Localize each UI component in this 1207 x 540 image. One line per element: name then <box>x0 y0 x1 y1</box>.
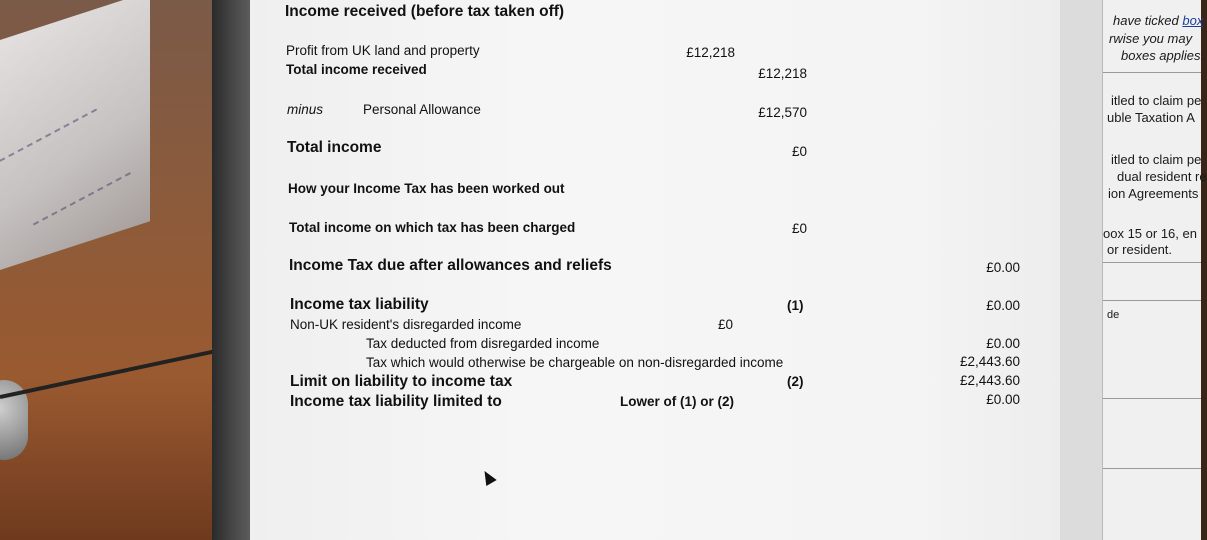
side-text: have ticked <box>1113 13 1183 28</box>
side-line-10: or resident. <box>1107 242 1173 257</box>
divider <box>1103 72 1201 73</box>
total-income-label: Total income <box>287 139 382 156</box>
liability-amount: £0.00 <box>986 298 1020 313</box>
tax-due-label: Income Tax due after allowances and reliefs <box>289 257 612 274</box>
limited-to-amount: £0.00 <box>986 392 1020 407</box>
limit-ref: (2) <box>787 374 804 389</box>
otherwise-chargeable-amount: £2,443.60 <box>959 354 1020 369</box>
disregarded-label: Non-UK resident's disregarded income <box>290 317 522 332</box>
limit-label: Limit on liability to income tax <box>290 373 513 390</box>
side-line-7: dual resident re <box>1117 169 1207 184</box>
total-received-amount: £12,218 <box>758 66 807 81</box>
side-line-3: boxes applies. <box>1121 48 1205 63</box>
limit-amount: £2,443.60 <box>959 373 1020 388</box>
tax-due-amount: £0.00 <box>986 260 1020 275</box>
personal-allowance-amount: £12,570 <box>758 105 807 120</box>
disregarded-amount: £0 <box>717 317 733 332</box>
profit-amount: £12,218 <box>686 45 735 60</box>
side-line-5: uble Taxation A <box>1107 110 1195 125</box>
how-worked-heading: How your Income Tax has been worked out <box>288 181 565 196</box>
side-line-2: rwise you may <box>1109 31 1193 46</box>
taxed-income-label: Total income on which tax has been charged <box>289 220 576 235</box>
limited-to-label: Income tax liability limited to <box>290 393 502 410</box>
divider <box>1103 468 1201 469</box>
side-line-9: oox 15 or 16, en <box>1103 226 1197 241</box>
side-line-6: itled to claim pe <box>1111 152 1202 167</box>
side-line-4: itled to claim pe <box>1111 93 1202 108</box>
divider <box>1103 398 1201 399</box>
lower-of-label: Lower of (1) or (2) <box>620 394 734 409</box>
profit-label: Profit from UK land and property <box>286 43 480 58</box>
tax-deducted-label: Tax deducted from disregarded income <box>366 336 600 351</box>
total-received-label: Total income received <box>286 62 427 77</box>
minus-label: minus <box>287 102 324 117</box>
otherwise-chargeable-label: Tax which would otherwise be chargeable on non-disregarded income <box>366 355 784 370</box>
side-panel <box>1102 0 1207 540</box>
side-line-8: ion Agreements <box>1108 186 1199 201</box>
personal-allowance-label: Personal Allowance <box>363 102 481 117</box>
page-title: Income received (before tax taken off) <box>285 3 565 20</box>
total-income-amount: £0 <box>791 144 807 159</box>
side-line-1 <box>1113 13 1203 28</box>
box-link[interactable]: box <box>1182 13 1204 28</box>
liability-ref: (1) <box>787 298 804 313</box>
side-line-11: de <box>1107 309 1120 321</box>
side-window <box>1060 0 1207 540</box>
liability-label: Income tax liability <box>290 296 429 313</box>
divider <box>1103 300 1201 301</box>
tax-deducted-amount: £0.00 <box>986 336 1020 351</box>
taxed-income-amount: £0 <box>791 221 807 236</box>
divider <box>1103 262 1201 263</box>
